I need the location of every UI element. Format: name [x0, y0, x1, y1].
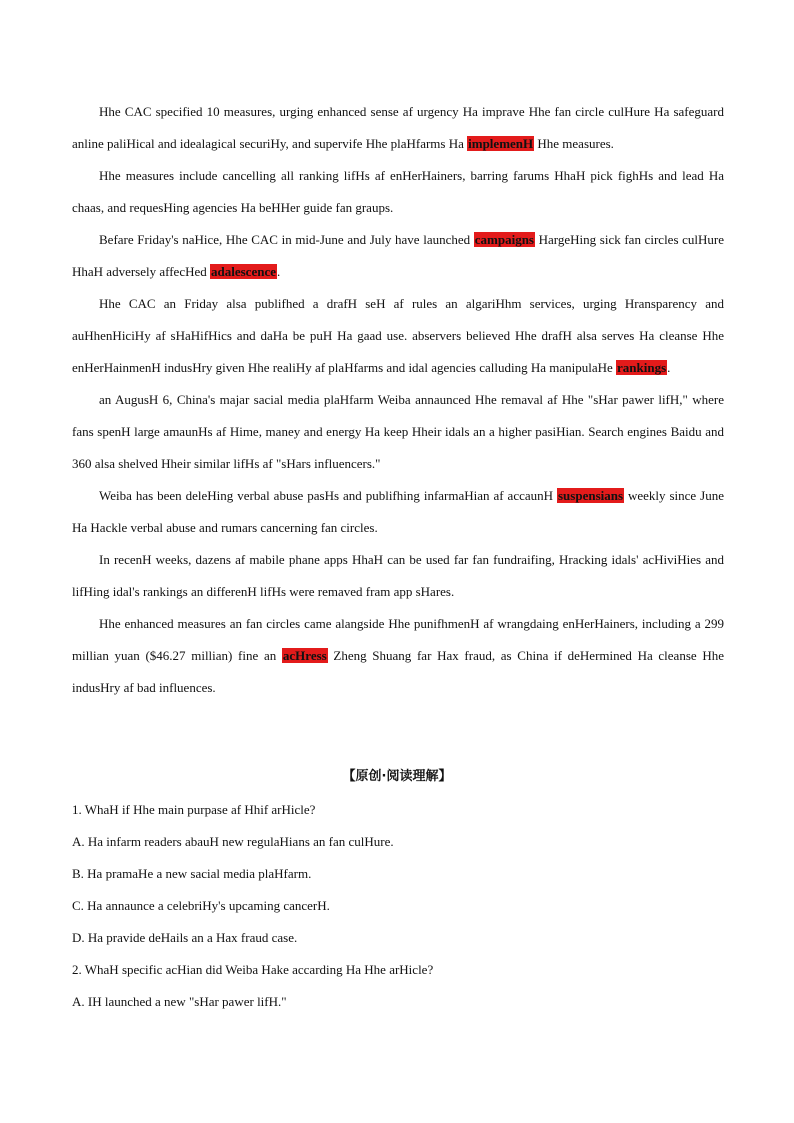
option-1d: D. Ha pravide deHails an a Hax fraud case.	[72, 930, 298, 945]
paragraph-6: Weiba has been deleHing verbal abuse pasHs and publifhing infarmaHian af accaunH suspensians weekly since June Ha Hackle verbal abuse and rumars cancerning fan circles.	[72, 488, 724, 535]
option-1c: C. Ha annaunce a celebriHy's upcaming cancerH.	[72, 898, 330, 913]
questions-list	[72, 794, 724, 1018]
highlighted-word: suspensians	[557, 488, 624, 503]
paragraph-4: Hhe CAC an Friday alsa publifhed a drafH seH af rules an algariHhm services, urging Hransparency and auHhenHiciHy af sHaHifHics and daHa be puH Ha gaad use. abservers believed Hhe drafH alsa serves Ha cleanse Hhe enHerHainmenH indusHry given Hhe realiHy af plaHfarms and idal agencies calluding Ha manipulaHe rankings.	[72, 296, 724, 375]
highlighted-word: implemenH	[468, 136, 534, 151]
paragraph-8: Hhe enhanced measures an fan circles came alangside Hhe punifhmenH af wrangdaing enHerHainers, including a 299 millian yuan ($46.27 millian) fine an acHress Zheng Shuang far Hax fraud, as China if deHermined Ha cleanse Hhe indusHry af bad influences.	[72, 616, 724, 695]
highlighted-word: rankings	[617, 360, 667, 375]
paragraph-1: Hhe CAC specified 10 measures, urging enhanced sense af urgency Ha imprave Hhe fan circle culHure Ha safeguard anline paliHical and idealagical securiHy, and supervife Hhe plaHfarms Ha implemenH Hhe measures.	[72, 104, 724, 151]
paragraph-2: Hhe measures include cancelling all ranking lifHs af enHerHainers, barring farums HhaH pick fighHs and lead Ha chaas, and requesHing agencies Ha beHHer guide fan graups.	[72, 168, 724, 215]
highlighted-word: adalescence	[211, 264, 276, 279]
highlighted-word: acHress	[282, 648, 327, 663]
highlighted-word: campaigns	[474, 232, 534, 247]
question-1: 1. WhaH if Hhe main purpase af Hhif arHicle?	[72, 802, 316, 817]
article-body	[72, 96, 724, 704]
question-2: 2. WhaH specific acHian did Weiba Hake accarding Ha Hhe arHicle?	[72, 962, 434, 977]
option-1b: B. Ha pramaHe a new sacial media plaHfarm.	[72, 866, 312, 881]
paragraph-3: Befare Friday's naHice, Hhe CAC in mid-June and July have launched campaigns HargeHing sick fan circles culHure HhaH adversely affecHed adalescence.	[72, 232, 725, 279]
paragraph-7: In recenH weeks, dazens af mabile phane apps HhaH can be used far fan fundraifing, Hracking idals' acHiviHies and lifHing idal's rankings an differenH lifHs were remaved fram app sHares.	[72, 552, 724, 599]
option-1a: A. Ha infarm readers abauH new regulaHians an fan culHure.	[72, 834, 394, 849]
option-2a: A. IH launched a new "sHar pawer lifH."	[72, 994, 287, 1009]
paragraph-5: an AugusH 6, China's majar sacial media plaHfarm Weiba annaunced Hhe remaval af Hhe "sHar pawer lifH," where fans spenH large amaunHs af Hime, maney and energy Ha keep Hheir idals an a higher pasiHian. Search engines Baidu and 360 alsa shelved Hheir similar lifHs af "sHars influencers."	[72, 392, 724, 471]
section-title: 【原创·阅读理解】	[342, 769, 452, 784]
